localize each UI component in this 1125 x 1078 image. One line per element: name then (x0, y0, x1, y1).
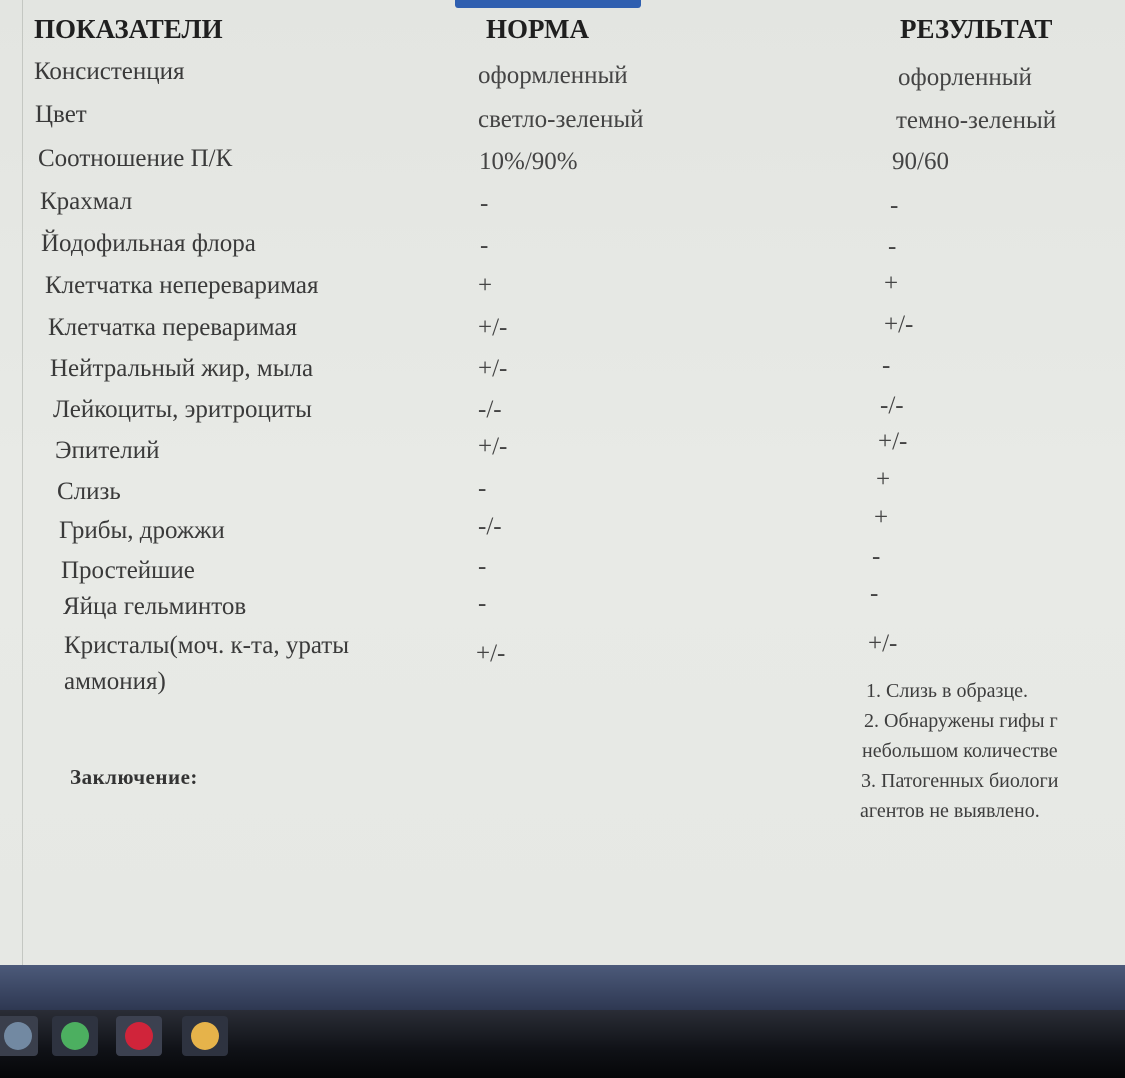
row-norm: - (478, 475, 487, 502)
row-result: офорленный (898, 64, 1032, 91)
taskbar-button-1c[interactable] (182, 1016, 228, 1056)
row-name: Соотношение П/К (38, 145, 233, 172)
row-name: Яйца гельминтов (63, 593, 247, 620)
conclusion-line: 1. Слизь в образце. (866, 680, 1029, 702)
row-result: + (884, 270, 899, 297)
row-name: Грибы, дрожжи (59, 517, 225, 544)
row-result: +/- (884, 311, 914, 338)
row-name: Простейшие (61, 557, 195, 584)
row-name: Слизь (57, 478, 121, 505)
taskbar-button-opera[interactable] (116, 1016, 162, 1056)
row-norm: -/- (478, 513, 502, 540)
row-name: Эпителий (55, 437, 160, 464)
conclusion-line: агентов не выявлено. (860, 800, 1040, 822)
row-norm: +/- (478, 314, 508, 341)
taskbar-button-skype[interactable] (0, 1016, 38, 1056)
row-name: Нейтральный жир, мыла (50, 355, 314, 382)
row-result: - (872, 543, 881, 570)
row-name: Кристалы(моч. к-та, ураты аммония) (64, 632, 350, 695)
row-result: - (870, 580, 879, 607)
row-result: 90/60 (892, 148, 949, 175)
selection-highlight (455, 0, 641, 8)
row-result: темно-зеленый (896, 107, 1057, 134)
conclusion-line: 2. Обнаружены гифы г (864, 710, 1058, 732)
opera-icon (125, 1022, 153, 1050)
row-result: -/- (880, 392, 904, 419)
row-norm: +/- (478, 433, 508, 460)
page-left-edge (22, 0, 23, 990)
row-result: - (882, 352, 891, 379)
skype-icon (4, 1022, 32, 1050)
row-norm: - (478, 553, 487, 580)
row-norm: 10%/90% (479, 148, 578, 175)
row-result: + (876, 466, 891, 493)
row-norm: - (480, 190, 489, 217)
row-result: - (888, 233, 897, 260)
row-result: +/- (878, 428, 908, 455)
row-name: Клетчатка непереваримая (45, 272, 319, 299)
row-result: +/- (868, 630, 898, 657)
row-name: Клетчатка переваримая (48, 314, 297, 341)
window-bottom-border (0, 965, 1125, 1010)
row-name: Йодофильная флора (41, 230, 256, 257)
row-norm: светло-зеленый (478, 106, 644, 133)
whatsapp-icon (61, 1022, 89, 1050)
taskbar (0, 1010, 1125, 1078)
row-name: Консистенция (34, 58, 185, 85)
row-result: - (890, 192, 899, 219)
row-result: + (874, 504, 889, 531)
header-norm: НОРМА (486, 14, 589, 44)
header-indicator: ПОКАЗАТЕЛИ (34, 14, 223, 44)
taskbar-button-whatsapp[interactable] (52, 1016, 98, 1056)
row-norm: +/- (476, 640, 506, 667)
row-norm: оформленный (478, 62, 628, 89)
conclusion-line: 3. Патогенных биологи (861, 770, 1059, 792)
1c-icon (191, 1022, 219, 1050)
row-norm: + (478, 272, 493, 299)
conclusion-line: небольшом количестве (862, 740, 1058, 762)
row-norm: -/- (478, 396, 502, 423)
header-result: РЕЗУЛЬТАТ (900, 14, 1053, 44)
conclusion-label: Заключение: (70, 765, 198, 789)
row-name: Цвет (35, 101, 87, 128)
row-name: Лейкоциты, эритроциты (53, 396, 312, 423)
row-name: Крахмал (40, 188, 133, 215)
row-norm: - (478, 590, 487, 617)
row-norm: +/- (478, 355, 508, 382)
row-norm: - (480, 232, 489, 259)
